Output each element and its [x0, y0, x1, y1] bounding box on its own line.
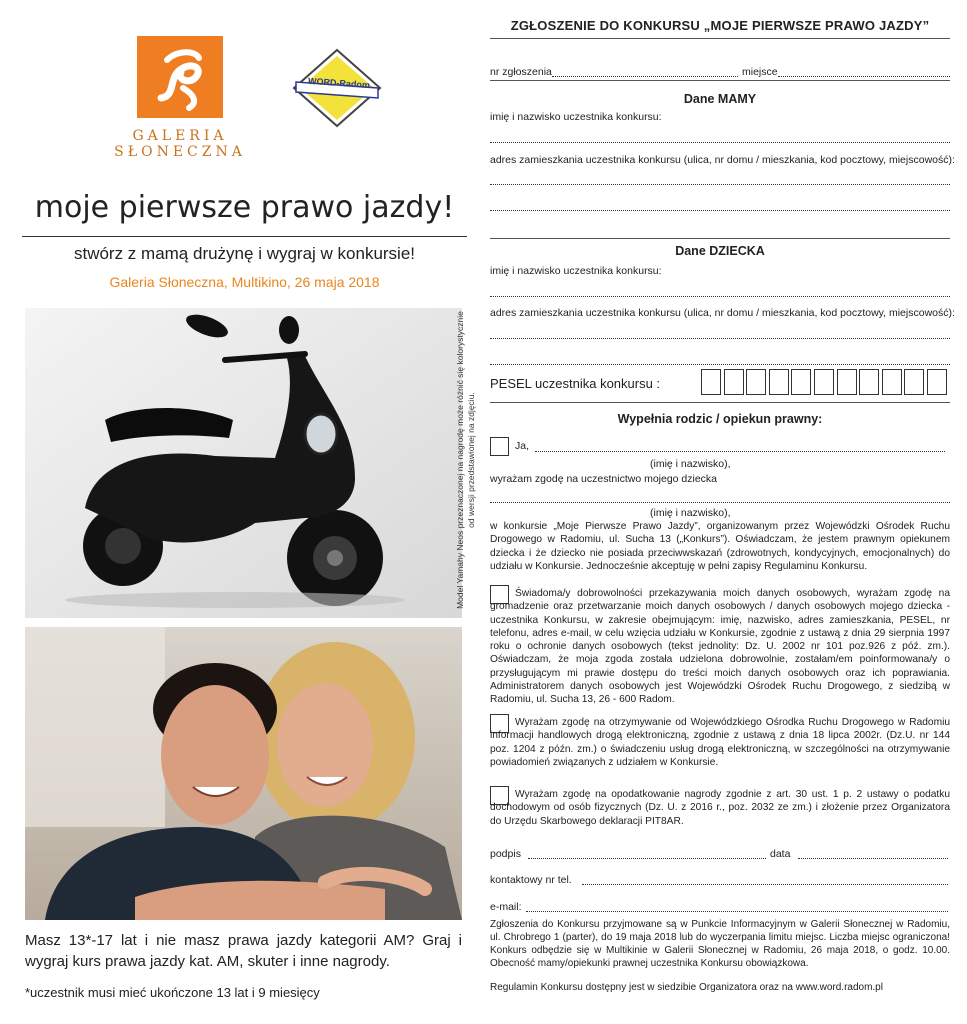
venue-date: Galeria Słoneczna, Multikino, 26 maja 2018 [109, 274, 380, 290]
consent-child-text: wyrażam zgodę na uczestnictwo mojego dziecka [490, 473, 718, 485]
place-label: miejsce [742, 66, 778, 78]
date-label: data [770, 848, 791, 860]
email-field[interactable] [526, 911, 948, 912]
pesel-label: PESEL uczestnika konkursu : [490, 376, 661, 391]
child-name-label: imię i nazwisko uczestnika konkursu: [490, 265, 662, 277]
divider [490, 402, 950, 403]
registration-number-label: nr zgłoszenia [490, 66, 552, 78]
mother-son-photo [25, 627, 462, 920]
mother-name-field[interactable] [490, 142, 950, 143]
divider [490, 238, 950, 239]
parent-section-header: Wypełnia rodzic / opiekun prawny: [617, 412, 823, 426]
child-address-label: adres zamieszkania uczestnika konkursu (ulica, nr domu / mieszkania, kod pocztowy, miejscowość): [490, 307, 955, 319]
age-footnote: *uczestnik musi mieć ukończone 13 lat i 9 miesięcy [25, 985, 320, 1000]
word-radom-logo [292, 48, 382, 128]
phone-field[interactable] [582, 884, 948, 885]
mother-name-label: imię i nazwisko uczestnika konkursu: [490, 111, 662, 123]
child-name-field[interactable] [490, 296, 950, 297]
pesel-cell[interactable] [769, 369, 789, 395]
page-title: moje pierwsze prawo jazdy! [34, 190, 455, 225]
pesel-cell[interactable] [927, 369, 947, 395]
child-address-field-2[interactable] [490, 364, 950, 365]
contest-declaration-text: w konkursie „Moje Pierwsze Prawo Jazdy”, organizowanym przez Wojewódzki Ośrodek Ruchu Drogowego w Radomiu, ul. Sucha 13 („Konkurs”). Oświadczam, że jestem prawnym opiekunem dziecka i że dziecko nie posiada przeciwwskazań (zdrowotnych, kondycyjnych, emocjonalnych) do udziału w Konkursie. Jednocześnie akceptuję w pełni zapisy Regulaminu Konkursu. [490, 521, 950, 572]
pesel-cell[interactable] [859, 369, 879, 395]
child-name-consent-field[interactable] [490, 502, 950, 503]
mother-address-label: adres zamieszkania uczestnika konkursu (ulica, nr domu / mieszkania, kod pocztowy, miejscowość): [490, 154, 955, 166]
regulation-info: Regulamin Konkursu dostępny jest w siedzibie Organizatora oraz na www.word.radom.pl [490, 982, 883, 993]
pesel-cell[interactable] [746, 369, 766, 395]
child-section-header: Dane DZIECKA [675, 244, 765, 258]
consent-participation-checkbox[interactable] [490, 437, 509, 456]
title-divider [22, 236, 467, 237]
pesel-cell[interactable] [724, 369, 744, 395]
mother-address-field-1[interactable] [490, 184, 950, 185]
place-field[interactable] [778, 76, 950, 77]
email-label: e-mail: [490, 901, 522, 913]
data-processing-text: Świadoma/y dobrowolności przekazywania moich danych osobowych, wyrażam zgodę na gromadzenie oraz przetwarzanie moich danych osobowych / danych osobowych mojego dziecka - uczestnika Konkursu, w zakresie obejmującym: imię, nazwisko, adres zamieszkania, PESEL, nr telefonu, adres e-mail, w celu wzięcia udziału w Konkursie, zgodnie z ustawą z dnia 29 sierpnia 1997 roku o ochronie danych osobowych (tekst jednolity: Dz. U. 2002 nr 101 poz.926 z póź. zm.). Oświadczam, że moja zgoda została udzielona dobrowolnie, zostałam/em poinformowana/y o przysługującym mi prawie dostępu do treści moich danych osobowych oraz ich poprawiania. Administratorem danych osobowych jest Wojewódzki Ośrodek Ruchu Drogowego, z siedzibą w Radomiu, ul. Sucha 13, 26 - 600 Radom. [490, 588, 950, 706]
pesel-cells[interactable] [701, 369, 947, 395]
child-address-field-1[interactable] [490, 338, 950, 339]
pesel-cell[interactable] [904, 369, 924, 395]
registration-number-field[interactable] [552, 76, 738, 77]
name-hint-2: (imię i nazwisko), [650, 507, 731, 519]
pesel-cell[interactable] [814, 369, 834, 395]
pesel-cell[interactable] [882, 369, 902, 395]
form-title: ZGŁOSZENIE DO KONKURSU „MOJE PIERWSZE PRAWO JAZDY” [510, 18, 930, 33]
galeria-swirl-icon [137, 36, 223, 118]
pesel-cell[interactable] [837, 369, 857, 395]
subtitle: stwórz z mamą drużynę i wygraj w konkursie! [73, 244, 416, 263]
marketing-consent-text: Wyrażam zgodę na otrzymywanie od Wojewódzkiego Ośrodka Ruchu Drogowego w Radomiu informacji handlowych drogą elektroniczną, zgodnie z ustawą z dnia 18 lipca 2002r. (Dz.U. nr 144 poz. 1204 z późn. zm.) o świadczeniu usług drogą elektroniczną, w szczególności na otrzymywanie powiadomień związanych z udziałem w Konkursie. [490, 717, 950, 768]
divider [490, 80, 950, 81]
pesel-cell[interactable] [701, 369, 721, 395]
parent-name-field[interactable] [535, 451, 945, 452]
word-logo-text: WORD-Radom [307, 75, 371, 91]
closing-info-text: Zgłoszenia do Konkursu przyjmowane są w Punkcie Informacyjnym w Galerii Słonecznej w Radomiu, ul. Chrobrego 1 (parter), do 19 maja 2018 lub do wyczerpania limitu miejsc. Liczba miejsc ograniczona! Konkurs odbędzie się w Multikinie w Galerii Słonecznej w Radomiu, 26 maja 2018, o godz. 10.00. Obecność mamy/opiekunki prawnej uczestnika Konkursu obowiązkowa. [490, 919, 950, 969]
mother-section-header: Dane MAMY [683, 92, 757, 106]
phone-label: kontaktowy nr tel. [490, 874, 572, 886]
mother-address-field-2[interactable] [490, 210, 950, 211]
name-hint: (imię i nazwisko), [650, 458, 731, 470]
signature-field[interactable] [528, 858, 766, 859]
signature-label: podpis [490, 848, 521, 860]
galeria-logo-mark [137, 36, 223, 118]
ja-label: Ja, [515, 440, 530, 452]
pesel-cell[interactable] [791, 369, 811, 395]
scooter-caption: Model Yamahy Neos przeznaczonej na nagrodę może różnić się kolorystycznie od wersji przedstawionej na zdjęciu. [455, 311, 476, 609]
tax-consent-text: Wyrażam zgodę na opodatkowanie nagrody zgodnie z art. 30 ust. 1 p. 2 ustawy o podatku dochodowym od osób fizycznych (Dz. U. z 2016 r., poz. 2032 ze zm.) i złożenie przez Organizatora do Urzędu Skarbowego deklaracji PIT8AR. [490, 789, 950, 827]
scooter-image [25, 308, 476, 618]
galeria-logo-text: GALERIA SŁONECZNA [114, 128, 246, 160]
date-field[interactable] [798, 858, 948, 859]
promo-text: Masz 13*-17 lat i nie masz prawa jazdy kategorii AM? Graj i wygraj kurs prawa jazdy kat. AM, skuter i inne nagrody. [25, 932, 462, 970]
form-title-rule [490, 38, 950, 39]
